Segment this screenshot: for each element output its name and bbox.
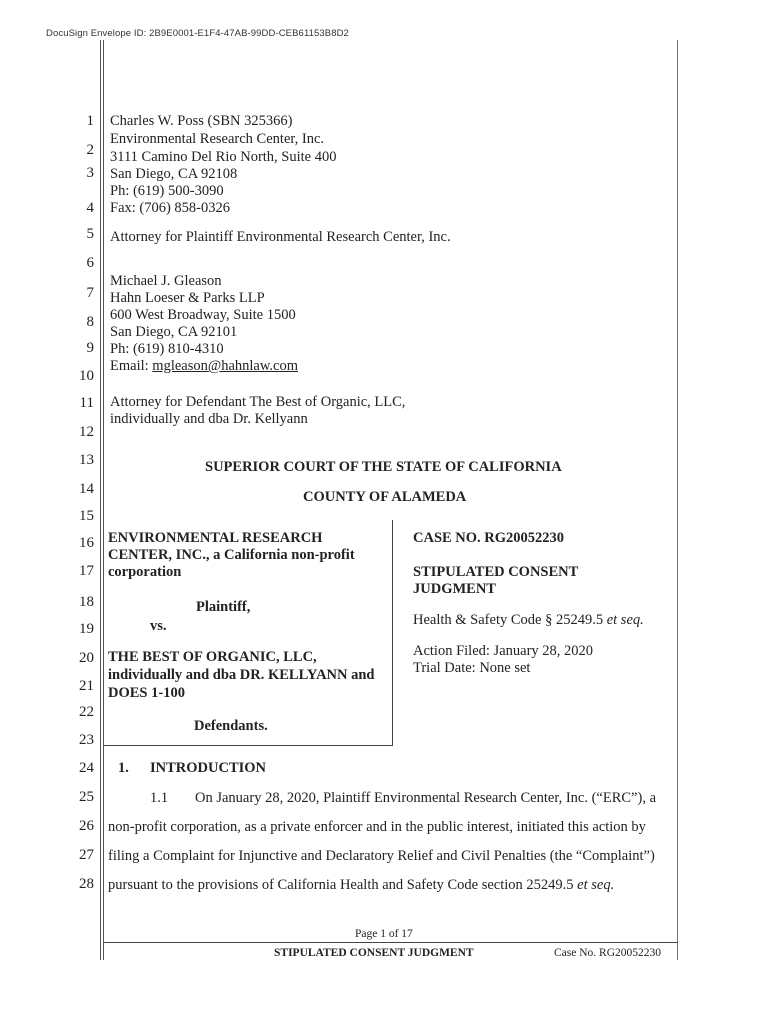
paragraph-line1: On January 28, 2020, Plaintiff Environmental Research Center, Inc. (“ERC”), a [195, 790, 657, 806]
envelope-id: DocuSign Envelope ID: 2B9E0001-E1F4-47AB-99DD-CEB61153B8D2 [46, 28, 349, 39]
paragraph-line4-text: pursuant to the provisions of California Health and Safety Code section 25249.5 [108, 877, 578, 893]
paragraph-line2: non-profit corporation, as a private enforcer and in the public interest, initiated this action by [108, 819, 646, 835]
plaintiff-counsel-address1: 3111 Camino Del Rio North, Suite 400 [110, 149, 337, 165]
margin-line-page-right [677, 40, 678, 960]
line-number: 28 [79, 876, 94, 892]
line-number: 20 [79, 650, 94, 666]
margin-line-right [103, 40, 104, 960]
paragraph-line4-et-seq: et seq. [577, 877, 615, 893]
line-number: 27 [79, 847, 94, 863]
caption-plaintiff-label: Plaintiff, [196, 599, 251, 615]
line-number: 2 [86, 142, 94, 158]
trial-date: Trial Date: None set [413, 660, 531, 676]
caption-plaintiff-line3: corporation [108, 564, 182, 580]
margin-line-left [100, 40, 101, 960]
caption-plaintiff-line1: ENVIRONMENTAL RESEARCH [108, 530, 323, 546]
plaintiff-counsel-name: Charles W. Poss (SBN 325366) [110, 113, 293, 129]
line-number: 18 [79, 594, 94, 610]
email-label: Email: [110, 358, 153, 374]
line-number: 6 [86, 255, 94, 271]
paragraph-number: 1.1 [150, 790, 169, 806]
line-number: 12 [79, 424, 94, 440]
line-number: 11 [79, 395, 94, 411]
plaintiff-counsel-phone: Ph: (619) 500-3090 [110, 183, 224, 199]
defendant-counsel-name: Michael J. Gleason [110, 273, 222, 289]
plaintiff-counsel-address2: San Diego, CA 92108 [110, 166, 238, 182]
defendant-counsel-role2: individually and dba Dr. Kellyann [110, 411, 308, 427]
line-number: 7 [86, 285, 94, 301]
line-number: 5 [86, 226, 94, 242]
line-number: 1 [86, 113, 94, 129]
defendant-counsel-firm: Hahn Loeser & Parks LLP [110, 290, 265, 306]
document-title-line1: STIPULATED CONSENT [413, 564, 579, 580]
caption-defendant-line2: individually and dba DR. KELLYANN and [108, 667, 375, 683]
action-filed: Action Filed: January 28, 2020 [413, 643, 594, 659]
line-number: 10 [79, 368, 94, 384]
defendant-counsel-email-line [110, 357, 298, 375]
line-number: 16 [79, 535, 94, 551]
section-title: INTRODUCTION [150, 760, 267, 776]
statute-code: Health & Safety Code § 25249.5 [413, 612, 607, 628]
plaintiff-counsel-fax: Fax: (706) 858-0326 [110, 200, 231, 216]
caption-divider-bottom [104, 745, 393, 746]
line-number: 8 [86, 314, 94, 330]
caption-defendant-label: Defendants. [194, 718, 268, 734]
line-number: 21 [79, 678, 94, 694]
footer-document-title: STIPULATED CONSENT JUDGMENT [274, 947, 474, 959]
line-number: 4 [86, 200, 94, 216]
statute-et-seq: et seq. [606, 612, 644, 628]
line-number: 15 [79, 508, 94, 524]
line-number: 22 [79, 704, 94, 720]
defendant-counsel-role1: Attorney for Defendant The Best of Organic, LLC, [110, 394, 406, 410]
court-county: COUNTY OF ALAMEDA [303, 489, 467, 505]
caption-vs: vs. [150, 618, 167, 634]
defendant-counsel-address1: 600 West Broadway, Suite 1500 [110, 307, 296, 323]
line-number: 23 [79, 732, 94, 748]
line-number: 9 [86, 340, 94, 356]
caption-divider-vertical [392, 520, 393, 745]
statute-reference [413, 611, 644, 629]
page-number: Page 1 of 17 [355, 928, 413, 940]
line-number: 13 [79, 452, 94, 468]
line-number: 26 [79, 818, 94, 834]
plaintiff-counsel-org: Environmental Research Center, Inc. [110, 131, 325, 147]
footer-rule [104, 942, 678, 943]
line-number: 24 [79, 760, 94, 776]
line-number: 3 [86, 165, 94, 181]
paragraph-line4 [108, 876, 614, 894]
caption-defendant-line3: DOES 1-100 [108, 685, 185, 701]
case-number: CASE NO. RG20052230 [413, 530, 565, 546]
section-number: 1. [118, 760, 129, 776]
defendant-counsel-address2: San Diego, CA 92101 [110, 324, 238, 340]
line-number: 14 [79, 481, 94, 497]
email-link[interactable]: mgleason@hahnlaw.com [152, 358, 298, 374]
footer-case-number: Case No. RG20052230 [554, 947, 662, 959]
line-number: 17 [79, 563, 94, 579]
line-number: 25 [79, 789, 94, 805]
court-name: SUPERIOR COURT OF THE STATE OF CALIFORNIA [205, 459, 562, 475]
line-number: 19 [79, 621, 94, 637]
caption-defendant-line1: THE BEST OF ORGANIC, LLC, [108, 649, 317, 665]
defendant-counsel-phone: Ph: (619) 810-4310 [110, 341, 224, 357]
document-title-line2: JUDGMENT [413, 581, 496, 597]
paragraph-line3: filing a Complaint for Injunctive and Declaratory Relief and Civil Penalties (the “Complaint”) [108, 848, 655, 864]
caption-plaintiff-line2: CENTER, INC., a California non-profit [108, 547, 355, 563]
plaintiff-counsel-role: Attorney for Plaintiff Environmental Research Center, Inc. [110, 229, 451, 245]
